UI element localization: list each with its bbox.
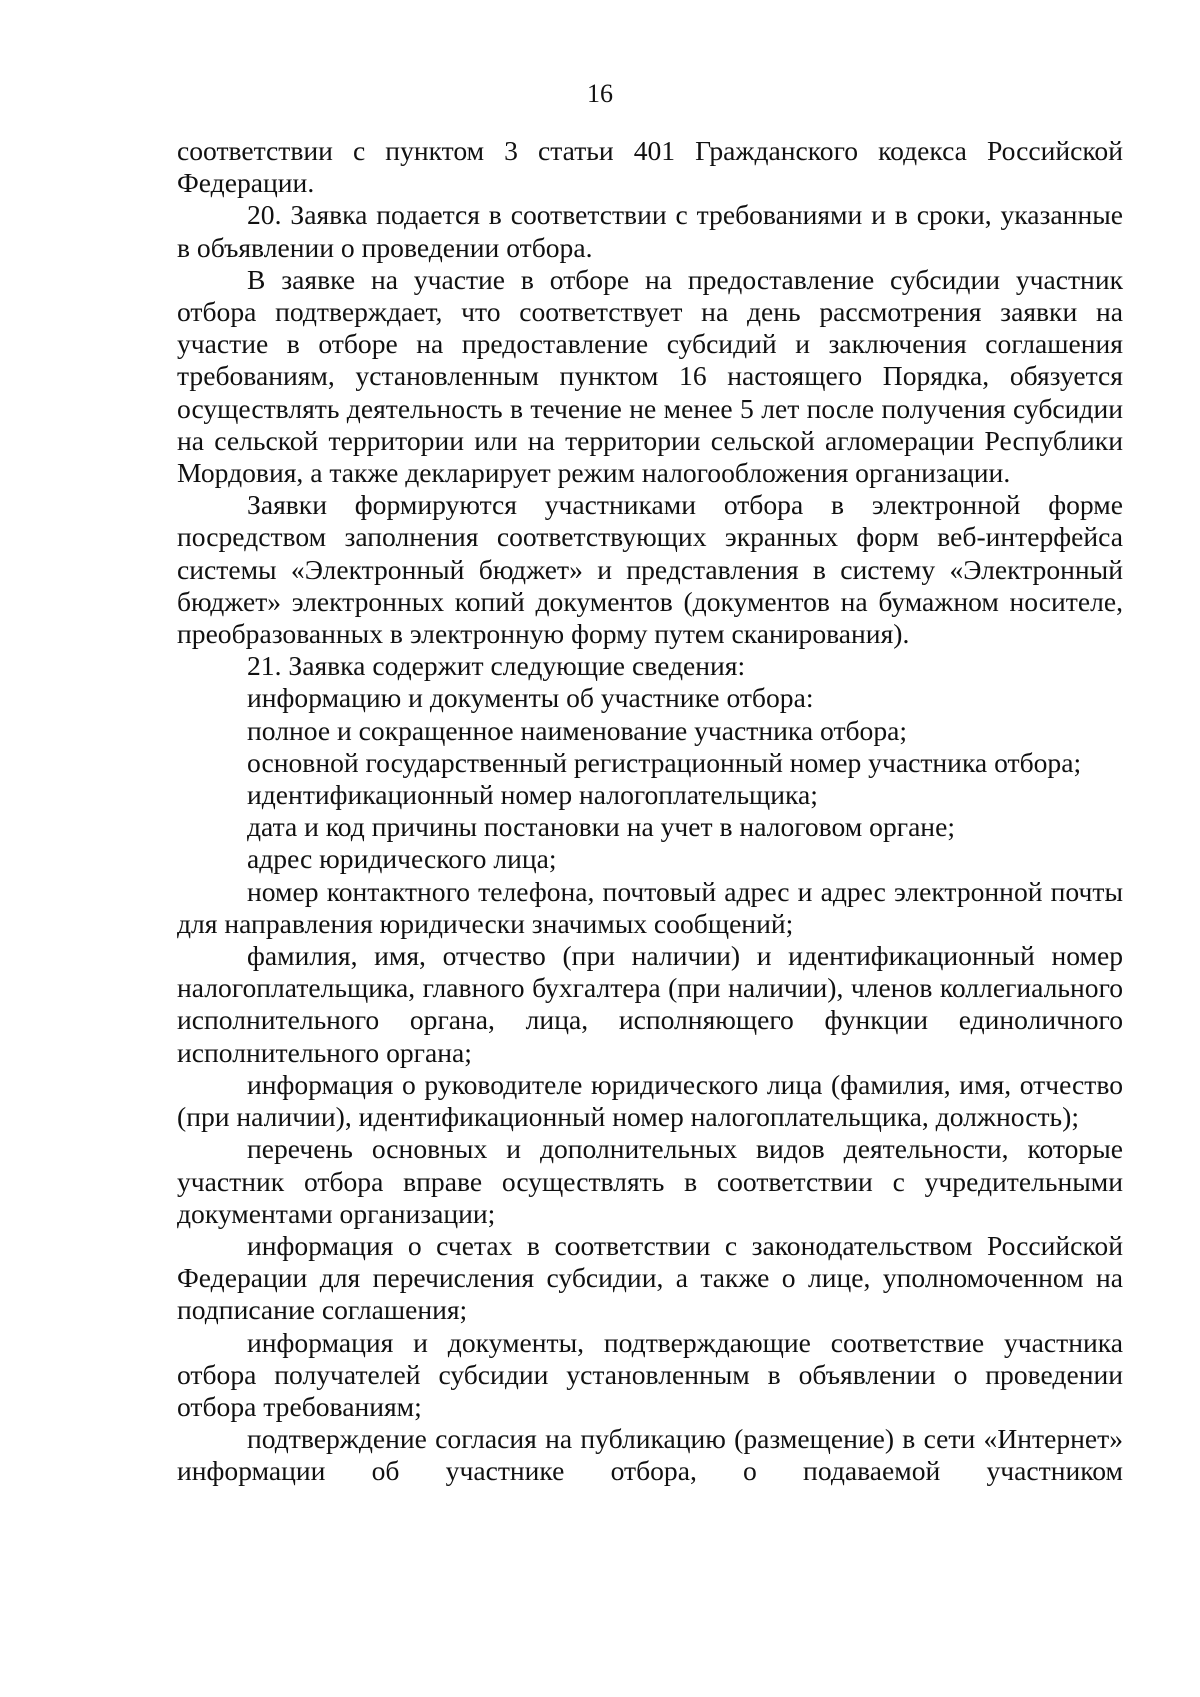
paragraph: адрес юридического лица; <box>247 843 557 875</box>
paragraph: 21. Заявка содержит следующие сведения: <box>247 650 746 682</box>
paragraph: соответствии с пунктом 3 статьи 401 Гражданского кодекса Российской Федерации. <box>177 135 1123 199</box>
paragraph: информация о счетах в соответствии с законодательством Российской Федерации для перечисления субсидии, а также о лице, уполномоченном на подписание соглашения; <box>177 1229 1123 1326</box>
paragraph: полное и сокращенное наименование участника отбора; <box>247 714 908 746</box>
paragraph: фамилия, имя, отчество (при наличии) и идентификационный номер налогоплательщика, главного бухгалтера (при наличии), членов коллегиального исполнительного органа, лица, исполняющего функции единоличного исполнительного органа; <box>177 940 1123 1068</box>
paragraph: информация и документы, подтверждающие соответствие участника отбора получателей субсидии установленным в объявлении о проведении отбора требованиям; <box>177 1326 1123 1422</box>
document-body <box>177 135 1123 1488</box>
page-number: 16 <box>587 79 613 108</box>
paragraph: 20. Заявка подается в соответствии с требованиями и в сроки, указанные в объявлении о проведении отбора. <box>177 199 1123 263</box>
paragraph: Заявки формируются участниками отбора в электронной форме посредством заполнения соответствующих экранных форм веб-интерфейса системы «Электронный бюджет» и представления в систему «Электронный бюджет» электронных копий документов (документов на бумажном носителе, преобразованных в электронную форму путем сканирования). <box>177 489 1123 650</box>
paragraph: номер контактного телефона, почтовый адрес и адрес электронной почты для направления юридически значимых сообщений; <box>177 875 1123 939</box>
paragraph: подтверждение согласия на публикацию (размещение) в сети «Интернет» информации об участнике отбора, о подаваемой участником <box>177 1423 1123 1487</box>
paragraph: перечень основных и дополнительных видов деятельности, которые участник отбора вправе осуществлять в соответствии с учредительными документами организации; <box>177 1133 1123 1229</box>
paragraph: информацию и документы об участнике отбора: <box>247 682 814 714</box>
paragraph: информация о руководителе юридического лица (фамилия, имя, отчество (при наличии), идентификационный номер налогоплательщика, должность); <box>177 1068 1123 1133</box>
paragraph: В заявке на участие в отборе на предоставление субсидии участник отбора подтверждает, что соответствует на день рассмотрения заявки на участие в отборе на предоставление субсидий и заключения соглашения требованиям, установленным пунктом 16 настоящего Порядка, обязуется осуществлять деятельность в течение не менее 5 лет после получения субсидии на сельской территории или на территории сельской агломерации Республики Мордовия, а также декларирует режим налогообложения организации. <box>177 263 1123 489</box>
paragraph: дата и код причины постановки на учет в налоговом органе; <box>247 811 955 843</box>
paragraph: идентификационный номер налогоплательщика; <box>247 779 818 811</box>
paragraph: основной государственный регистрационный номер участника отбора; <box>247 746 1082 778</box>
